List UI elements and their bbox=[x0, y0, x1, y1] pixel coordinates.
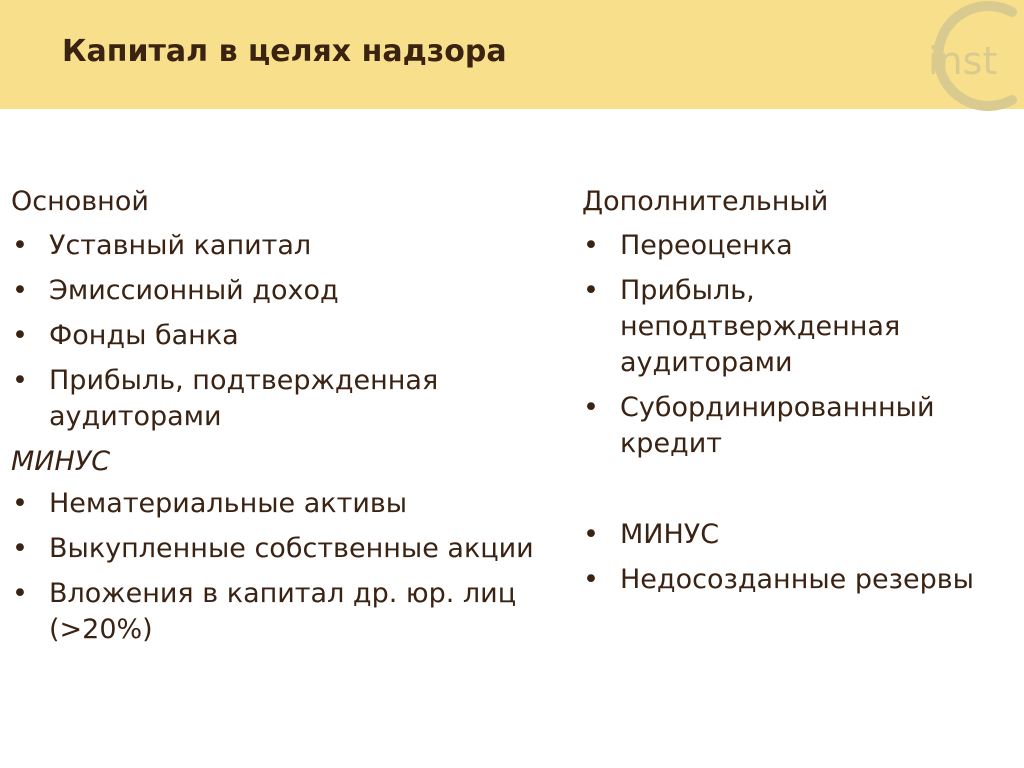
list-item-text: Выкупленные собственные акции bbox=[49, 533, 534, 564]
list-item-text: Прибыль, неподтвержденная аудиторами bbox=[620, 275, 901, 378]
minus-label: МИНУС bbox=[11, 446, 111, 477]
core-deductions-list bbox=[11, 486, 581, 648]
list-item-text: МИНУС bbox=[620, 519, 720, 550]
list-item bbox=[582, 517, 1022, 553]
list-item bbox=[11, 273, 581, 309]
bullet-icon: • bbox=[12, 320, 28, 351]
list-item-text: Эмиссионный доход bbox=[49, 275, 339, 306]
bullet-icon: • bbox=[583, 564, 599, 595]
list-item-text: Прибыль, подтвержденная аудиторами bbox=[49, 365, 439, 432]
supplementary-capital-list bbox=[582, 228, 1022, 462]
list-item-text: Субординированнный кредит bbox=[620, 392, 935, 459]
bullet-icon: • bbox=[12, 488, 28, 519]
bullet-icon: • bbox=[583, 519, 599, 550]
list-item bbox=[11, 576, 581, 648]
list-item bbox=[582, 562, 1022, 598]
core-capital-list bbox=[11, 228, 581, 435]
list-item bbox=[11, 531, 581, 567]
list-item bbox=[11, 486, 581, 522]
list-item-text: Фонды банка bbox=[49, 320, 239, 351]
list-item bbox=[11, 228, 581, 264]
list-item bbox=[582, 390, 1022, 462]
bullet-icon: • bbox=[12, 578, 28, 609]
inst-logo bbox=[904, 0, 1024, 115]
bullet-icon: • bbox=[12, 365, 28, 396]
list-item-text: Вложения в капитал др. юр. лиц (>20%) bbox=[49, 578, 517, 645]
bullet-icon: • bbox=[583, 392, 599, 423]
list-item bbox=[582, 228, 1022, 264]
slide-title: Капитал в целях надзора bbox=[62, 34, 507, 69]
list-item-text: Переоценка bbox=[620, 230, 793, 261]
bullet-icon: • bbox=[12, 230, 28, 261]
list-item bbox=[582, 273, 1022, 381]
supplementary-capital-heading: Дополнительный bbox=[582, 186, 829, 217]
bullet-icon: • bbox=[12, 275, 28, 306]
list-item-text: Недосозданные резервы bbox=[620, 564, 974, 595]
bullet-icon: • bbox=[583, 275, 599, 306]
list-item bbox=[11, 318, 581, 354]
bullet-icon: • bbox=[583, 230, 599, 261]
bullet-icon: • bbox=[12, 533, 28, 564]
logo-text: inst bbox=[928, 39, 998, 83]
core-capital-heading: Основной bbox=[11, 186, 149, 217]
supplementary-deductions-list bbox=[582, 517, 1022, 598]
supplementary-capital-column bbox=[582, 184, 1022, 607]
core-capital-column bbox=[11, 184, 581, 657]
list-item-text: Нематериальные активы bbox=[49, 488, 408, 519]
list-item-text: Уставный капитал bbox=[49, 230, 312, 261]
spacer bbox=[582, 471, 1022, 517]
list-item bbox=[11, 363, 581, 435]
